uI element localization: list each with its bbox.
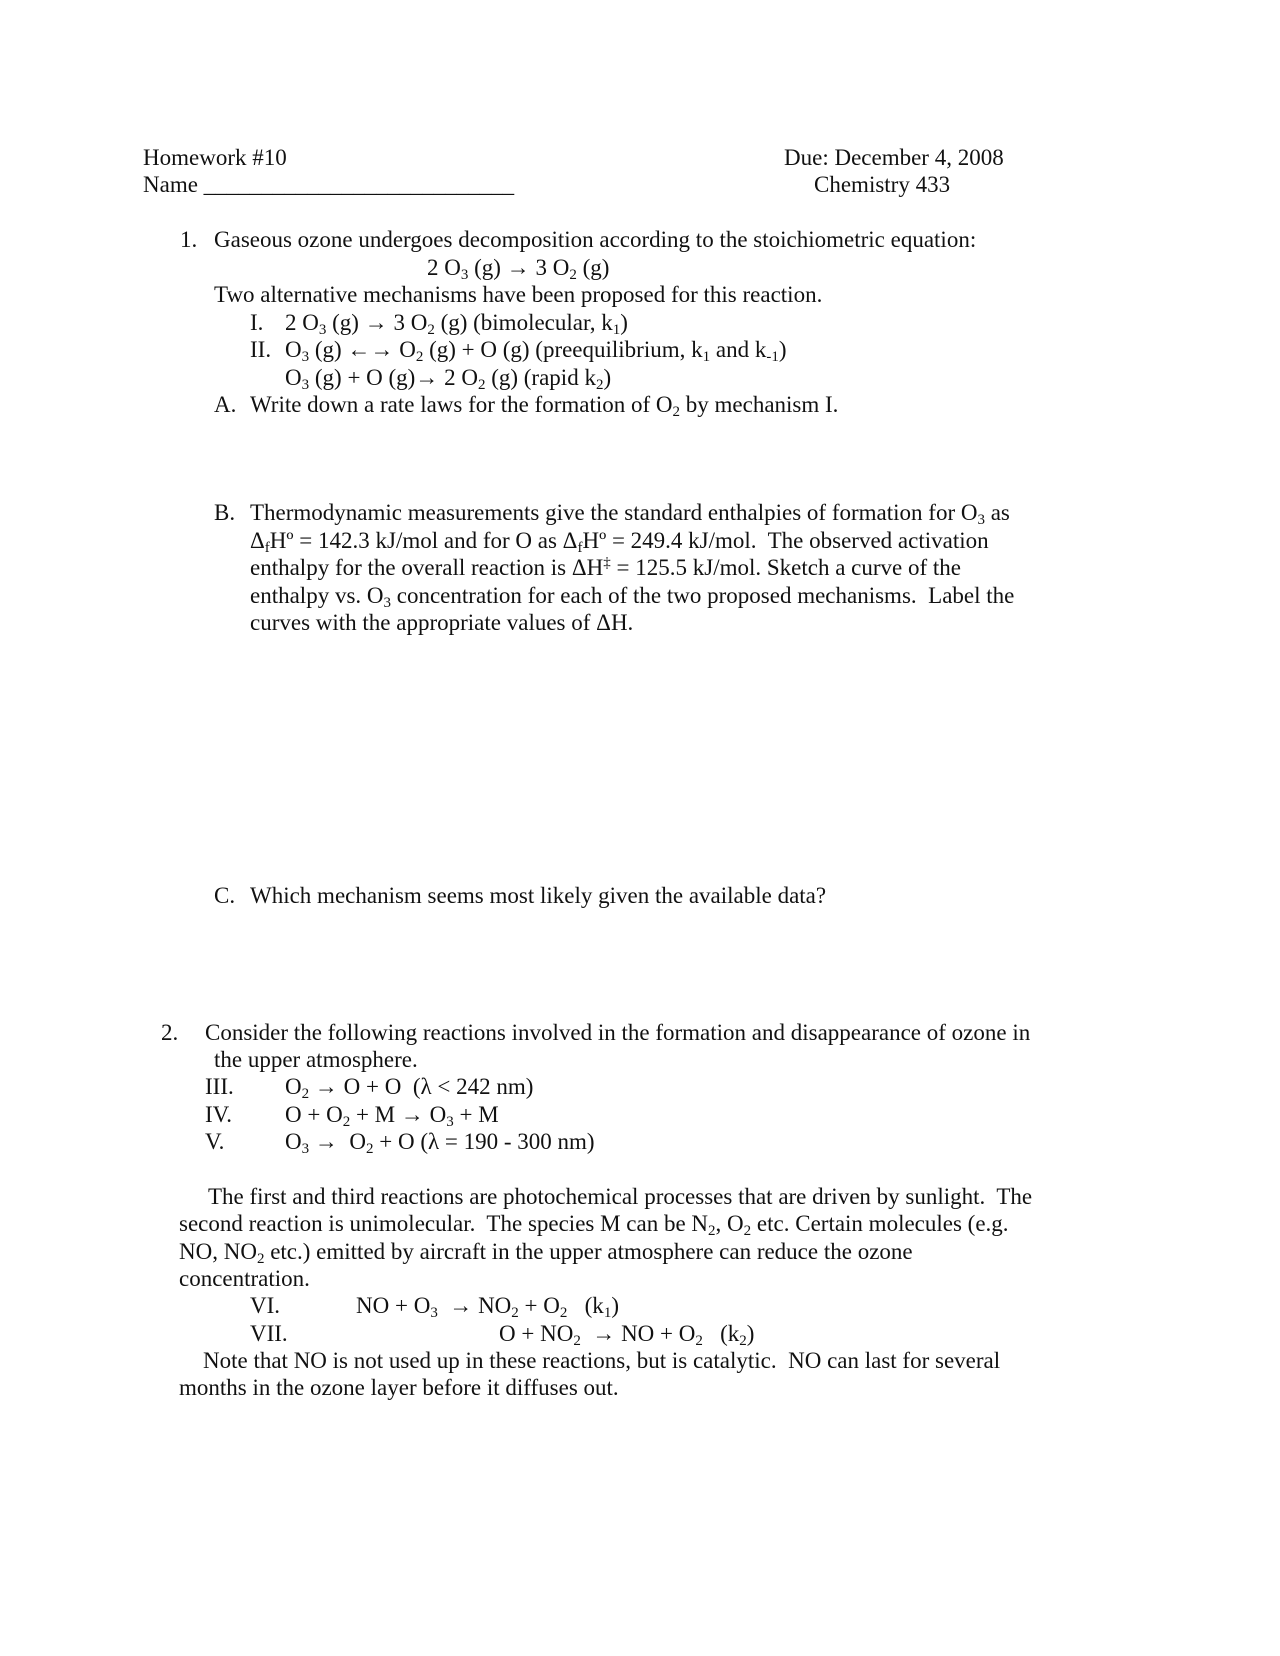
reaction6-number: VI.: [250, 1293, 281, 1318]
partB-line3: enthalpy for the overall reaction is ΔH‡ = 125.5 kJ/mol. Sketch a curve of the: [250, 555, 962, 580]
partB-line4: enthalpy vs. $O_3$ concentration for each of the two proposed mechanisms. Label the: [250, 583, 1015, 611]
partB-letter: B.: [214, 500, 236, 525]
partC-text: Which mechanism seems most likely given the available data?: [250, 883, 827, 908]
reaction3-number: III.: [205, 1074, 234, 1099]
course-name: Chemistry 433: [814, 172, 951, 197]
partA-letter: A.: [214, 392, 237, 417]
note-line1: Note that NO is not used up in these reactions, but is catalytic. NO can last for several: [203, 1348, 1001, 1373]
q1-two-mechanisms: Two alternative mechanisms have been proposed for this reaction.: [214, 282, 823, 307]
mech2-step2: $O_3$ (g) + O (g)→ 2 $O_2$ (g) (rapid $k_2$): [285, 365, 612, 393]
reaction7-number: VII.: [250, 1321, 288, 1346]
due-date: Due: December 4, 2008: [784, 145, 1004, 170]
mech2-number: II.: [250, 337, 272, 362]
paragraph-line1: The first and third reactions are photochemical processes that are driven by sunlight. The: [208, 1184, 1033, 1209]
partB-line1: Thermodynamic measurements give the standard enthalpies of formation for $O_3$ as: [250, 500, 1010, 528]
reaction4-number: IV.: [205, 1102, 233, 1127]
q1-number: 1.: [180, 227, 198, 252]
reaction7: $O + NO_2$ → NO + $O_2$ $(k_2)$: [499, 1321, 755, 1349]
partB-line5: curves with the appropriate values of ΔH.: [250, 610, 634, 635]
partA-text: Write down a rate laws for the formation of $O_2$ by mechanism I.: [250, 392, 839, 420]
q2-number: 2.: [161, 1020, 179, 1045]
q2-intro-line2: the upper atmosphere.: [214, 1047, 418, 1072]
mech1-equation: 2 $O_3$ (g) → 3 $O_2$ (g) (bimolecular, $k_1$): [285, 310, 628, 338]
partB-line2: $\Delta_fHº = 142.3$ kJ/mol and for O as $\Delta_fHº = 249.4$ kJ/mol. The observed activation: [250, 528, 989, 556]
reaction4: $O + O_2 + M \to O_3 + M$: [285, 1102, 499, 1130]
q1-equation: 2 $O_3$ (g) → 3 $O_2$ (g): [427, 255, 610, 283]
paragraph-line2: second reaction is unimolecular. The species M can be $N_2$, $O_2$ etc. Certain molecules (e.g.: [179, 1211, 1009, 1239]
note-line2: months in the ozone layer before it diffuses out.: [179, 1375, 619, 1400]
homework-title: Homework #10: [143, 145, 287, 170]
reaction6: NO + $O_3 \to NO_2 + O_2$ $(k_1)$: [356, 1293, 619, 1321]
name-label: Name: [143, 172, 198, 197]
reaction5: $O_3 \to O_2 + O$ (λ = 190 - 300 nm): [285, 1129, 595, 1157]
partC-letter: C.: [214, 883, 236, 908]
q1-intro: Gaseous ozone undergoes decomposition according to the stoichiometric equation:: [214, 227, 977, 252]
name-line: [143, 171, 514, 199]
reaction5-number: V.: [205, 1129, 225, 1154]
paragraph-line4: concentration.: [179, 1266, 310, 1291]
reaction3: $O_2 \to O + O$ (λ < 242 nm): [285, 1074, 534, 1102]
mech1-number: I.: [250, 310, 264, 335]
paragraph-line3: NO, $NO_2$ etc.) emitted by aircraft in the upper atmosphere can reduce the ozone: [179, 1239, 913, 1267]
name-blank: ___________________________: [203, 172, 515, 197]
q2-intro-line1: Consider the following reactions involved in the formation and disappearance of ozone in: [205, 1020, 1031, 1045]
mech2-equation: $O_3$ (g) ←→ $O_2$ (g) + O (g) (preequilibrium, $k_1$ and $k_{-1}$): [285, 337, 787, 365]
